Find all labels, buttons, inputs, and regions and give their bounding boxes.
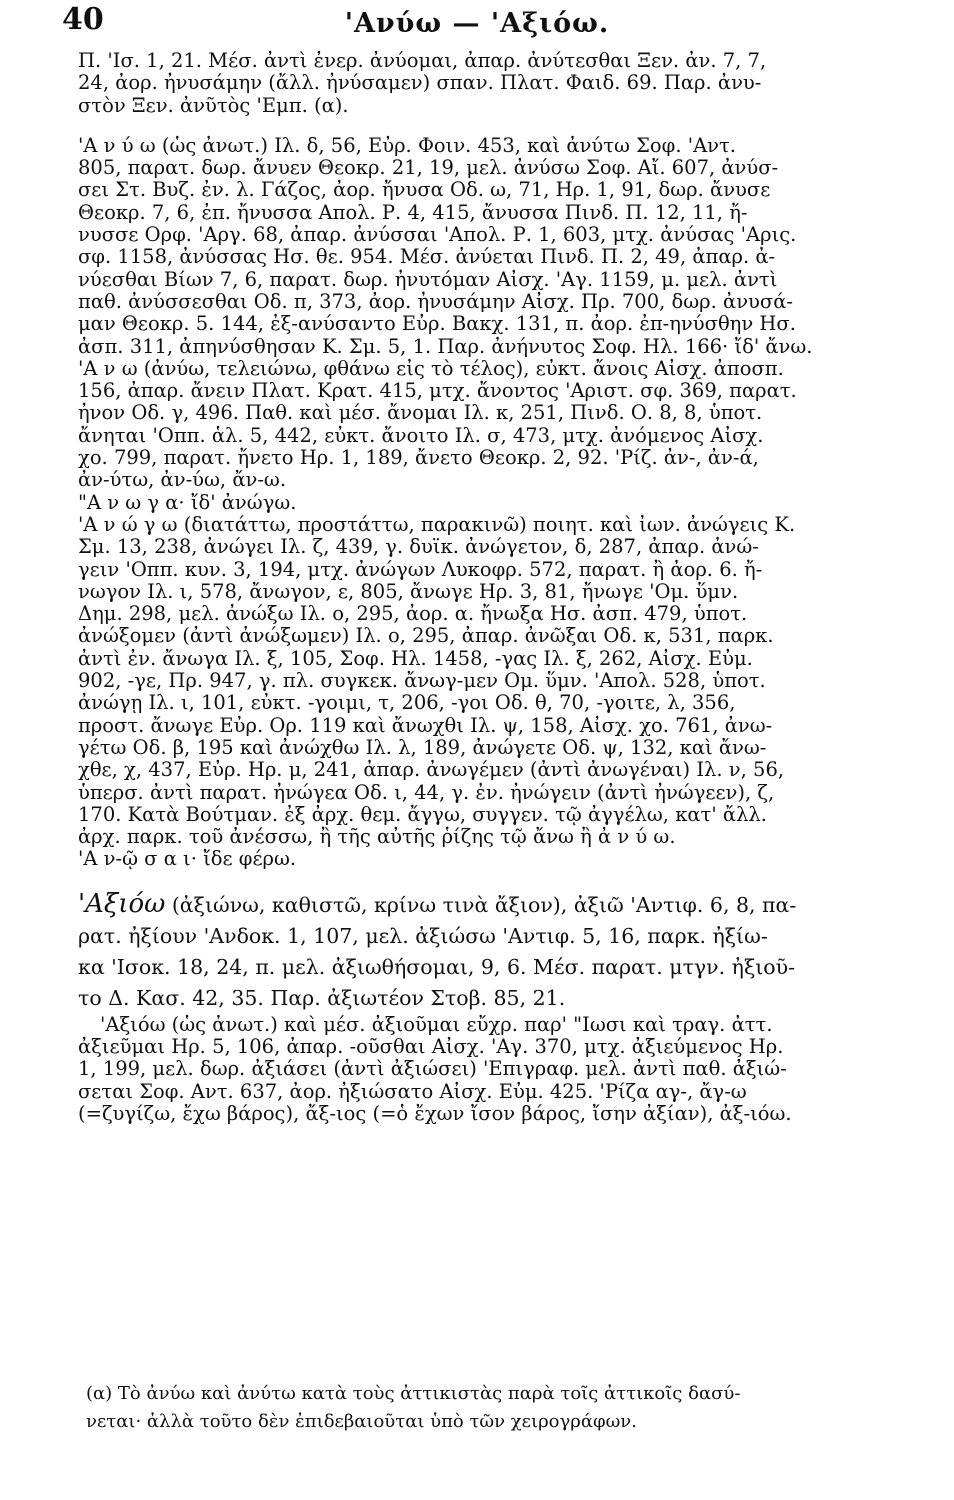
text-line: Θεοκρ. 7, 6, ἐπ. ἤνυσσα Απολ. Ρ. 4, 415, ἄνυσσα Πινδ. Π. 12, 11, ἤ- (78, 201, 748, 224)
footnote-line: (α) Τὸ ἀνύω καὶ ἀνύτω κατὰ τοὺς ἀττικιστὰς παρὰ τοῖς ἀττικοῖς δασύ- (86, 1383, 741, 1404)
text-line: νωγον Ιλ. ι, 578, ἄνωγον, ε, 805, ἄνωγε Ηρ. 3, 81, ἤνωγε 'Ομ. ὕμν. (78, 580, 739, 603)
text-line: ρατ. ἠξίουν 'Ανδοκ. 1, 107, μελ. ἀξιώσω 'Αντιφ. 5, 16, παρκ. ἠξίω- (78, 923, 768, 948)
text-line: 'Α ν ώ γ ω (διατάττω, προστάττω, παρακινῶ) ποιητ. καὶ ἰων. ἀνώγεις Κ. (78, 513, 796, 536)
text-line: νύεσθαι Βίων 7, 6, παρατ. δωρ. ἠνυτόμαν Αἰσχ. 'Αγ. 1159, μ. μελ. ἀντὶ (78, 268, 778, 291)
text-line: 156, ἀπαρ. ἄνειν Πλατ. Κρατ. 415, μτχ. ἄνοντος 'Αριστ. σφ. 369, παρατ. (78, 380, 797, 403)
text-line: 170. Κατὰ Βούτμαν. ἐξ ἀρχ. θεμ. ἄγγω, συγγεν. τῷ ἀγγέλω, κατ' ἄλλ. (78, 803, 767, 826)
text-line: ἀν-ύτω, ἀν-ύω, ἄν-ω. (78, 469, 287, 492)
text-line: Σμ. 13, 238, ἀνώγει Ιλ. ζ, 439, γ. δυϊκ. ἀνώγετον, δ, 287, ἀπαρ. ἀνώ- (78, 536, 759, 559)
text-line: χθε, χ, 437, Εὐρ. Ηρ. μ, 241, ἀπαρ. ἀνωγέμεν (ἀντὶ ἀνωγέναι) Ιλ. ν, 56, (78, 759, 785, 782)
text-line: 805, παρατ. δωρ. ἄνυεν Θεοκρ. 21, 19, μελ. ἀνύσω Σοφ. Αἴ. 607, ἀνύσ- (78, 157, 779, 180)
text-line: ὑπερσ. ἀντὶ παρατ. ἠνώγεα Οδ. ι, 44, γ. ἐν. ἠνώγειν (ἀντὶ ἠνώγεεν), ζ, (78, 781, 775, 804)
text-line: ἀρχ. παρκ. τοῦ ἀνέσσω, ἢ τῆς αὐτῆς ῥίζης τῷ ἄνω ἢ ἀ ν ύ ω. (78, 826, 676, 849)
text-line: παθ. ἀνύσσεσθαι Οδ. π, 373, ἀορ. ἠνυσάμην Αἰσχ. Πρ. 700, δωρ. ἀνυσά- (78, 290, 793, 313)
text-line: (=ζυγίζω, ἔχω βάρος), ἄξ-ιος (=ὁ ἔχων ἴσον βάρος, ἴσην ἀξίαν), ἀξ-ιόω. (78, 1102, 792, 1125)
paragraph-gap (78, 871, 858, 889)
text-line: 24, ἀορ. ἠνυσάμην (ἄλλ. ἠνύσαμεν) σπαν. Πλατ. Φαιδ. 69. Παρ. ἀνυ- (78, 72, 762, 95)
text-line: σεται Σοφ. Αντ. 637, ἀορ. ἠξιώσατο Αἰσχ. Εὐμ. 425. 'Ρίζα αγ-, ἄγ-ω (78, 1080, 747, 1103)
text-line: 'Αξιόω (ὡς ἀνωτ.) καὶ μέσ. ἀξιοῦμαι εὔχρ. παρ' "Ιωσι καὶ τραγ. ἀττ. (100, 1013, 773, 1036)
text-line: 'Α ν ω (ἀνύω, τελειώνω, φθάνω εἰς τὸ τέλος), εὐκτ. ἄνοις Αἰσχ. ἀποσπ. (78, 357, 784, 380)
entry-text: (ἀξιώνω, καθιστῶ, κρίνω τινὰ ἄξιον), ἀξιῶ 'Αντιφ. 6, 8, πα- (165, 892, 797, 917)
paragraph-gap (78, 117, 858, 135)
text-line: 902, -γε, Πρ. 947, γ. πλ. συγκεκ. ἄνωγ-μεν Ομ. ὕμν. 'Απολ. 528, ὑποτ. (78, 670, 766, 693)
text-line: σει Στ. Βυζ. ἐν. λ. Γάζος, ἀορ. ἤνυσα Οδ. ω, 71, Ηρ. 1, 91, δωρ. ἄνυσε (78, 179, 771, 202)
page-number: 40 (62, 2, 104, 37)
entry-headword: 'Αξιόω (78, 888, 166, 919)
text-line: "Α ν ω γ α· ἴδ' ἀνώγω. (78, 491, 297, 514)
text-line: ἀντὶ ἐν. ἄνωγα Ιλ. ξ, 105, Σοφ. Ηλ. 1458, -γας Ιλ. ξ, 262, Αἰσχ. Εὐμ. (78, 647, 753, 670)
text-line: γέτω Οδ. β, 195 καὶ ἀνώχθω Ιλ. λ, 189, ἀνώγετε Οδ. ψ, 132, καὶ ἄνω- (78, 736, 767, 759)
text-line: ἀνώγῃ Ιλ. ι, 101, εὐκτ. -γοιμι, τ, 206, -γοι Οδ. θ, 70, -γοιτε, λ, 356, (78, 692, 736, 715)
text-line: χο. 799, παρατ. ἤνετο Ηρ. 1, 189, ἄνετο Θεοκρ. 2, 92. 'Ρίζ. ἀν-, ἀν-ά, (78, 447, 759, 470)
text-line: 'Α ν-ῷ σ α ι· ἴδε φέρω. (78, 848, 297, 871)
text-line: κα 'Ισοκ. 18, 24, π. μελ. ἀξιωθήσομαι, 9, 6. Μέσ. παρατ. μτγν. ἠξιοῦ- (78, 954, 796, 979)
text-line: ἀσπ. 311, ἀπηνύσθησαν Κ. Σμ. 5, 1. Παρ. ἀνήνυτος Σοφ. Ηλ. 166· ἴδ' ἄνω. (78, 335, 813, 358)
text-line: ἄνηται 'Οππ. ἁλ. 5, 442, εὐκτ. ἄνοιτο Ιλ. σ, 473, μτχ. ἀνόμενος Αἰσχ. (78, 424, 764, 447)
text-line: ἦνον Οδ. γ, 496. Παθ. καὶ μέσ. ἄνομαι Ιλ. κ, 251, Πινδ. Ο. 8, 8, ὑποτ. (78, 402, 763, 425)
footnotes (86, 1380, 876, 1436)
text-line: ἀνώξομεν (ἀντὶ ἀνώξωμεν) Ιλ. ο, 295, ἀπαρ. ἀνῶξαι Οδ. κ, 531, παρκ. (78, 625, 774, 648)
text-line: 1, 199, μελ. δωρ. ἀξιάσει (ἀντὶ ἀξιώσει) 'Επιγραφ. μελ. ἀντὶ παθ. ἀξιώ- (78, 1058, 787, 1081)
footnote-line: νεται· ἀλλὰ τοῦτο δὲν ἐπιδεβαιοῦται ὑπὸ τῶν χειρογράφων. (86, 1411, 637, 1432)
text-line (78, 889, 858, 921)
text-line: νυσσε Ορφ. 'Αργ. 68, ἀπαρ. ἀνύσσαι 'Απολ. Ρ. 1, 603, μτχ. ἀνύσας 'Αρις. (78, 224, 797, 247)
text-line: Π. 'Ισ. 1, 21. Μέσ. ἀντὶ ἐνερ. ἀνύομαι, ἀπαρ. ἀνύτεσθαι Ξεν. ἀν. 7, 7, (78, 50, 767, 72)
text-line: μαν Θεοκρ. 5. 144, ἐξ-ανύσαντο Εὐρ. Βακχ. 131, π. ἀορ. ἐπ-ηνύσθην Ησ. (78, 313, 796, 336)
text-line: σφ. 1158, ἀνύσσας Ησ. θε. 954. Μέσ. ἀνύεται Πινδ. Π. 2, 49, ἀπαρ. ἀ- (78, 246, 776, 269)
running-head: 'Ανύω — 'Αξιόω. (344, 8, 610, 39)
text-line: Δημ. 298, μελ. ἀνώξω Ιλ. ο, 295, ἀορ. α. ἤνωξα Ησ. ἀσπ. 479, ὑποτ. (78, 603, 748, 626)
main-text (78, 50, 858, 1125)
text-line: προστ. ἄνωγε Εὐρ. Ορ. 119 καὶ ἄνωχθι Ιλ. ψ, 158, Αἰσχ. χο. 761, ἀνω- (78, 714, 773, 737)
text-line: ἀξιεῦμαι Ηρ. 5, 106, ἀπαρ. -οῦσθαι Αἰσχ. 'Αγ. 370, μτχ. ἀξιεύμενος Ηρ. (78, 1035, 784, 1058)
text-line: στὸν Ξεν. ἀνῦτὸς 'Εμπ. (α). (78, 94, 349, 117)
text-line: το Δ. Κασ. 42, 35. Παρ. ἀξιωτέον Στοβ. 85, 21. (78, 985, 566, 1010)
text-line: γειν 'Οππ. κυν. 3, 194, μτχ. ἀνώγων Λυκοφρ. 572, παρατ. ἢ ἀορ. 6. ἤ- (78, 558, 763, 581)
text-line: 'Α ν ύ ω (ὡς ἀνωτ.) Ιλ. δ, 56, Εὐρ. Φοιν. 453, καὶ ἀνύτω Σοφ. 'Αντ. (78, 134, 737, 157)
